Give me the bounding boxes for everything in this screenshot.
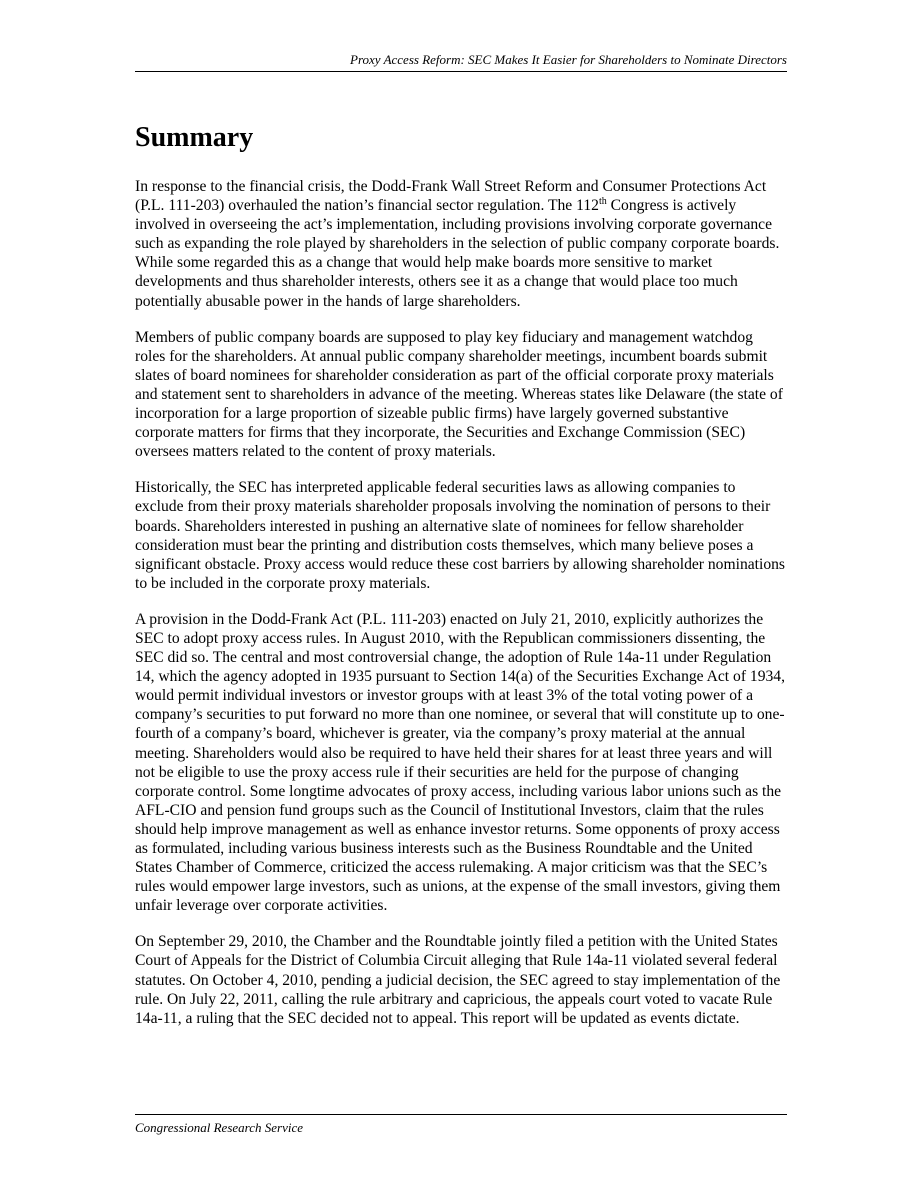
paragraph-1-text-start: In response to the financial crisis, the Dodd-Frank Wall Street Reform and Consumer Protections Act (P.L. 111-203) overhauled the nation’s financial sector regulation. The 112: [135, 178, 767, 215]
paragraph-1: [135, 177, 787, 311]
summary-body: [135, 177, 787, 1045]
running-header: Proxy Access Reform: SEC Makes It Easier for Shareholders to Nominate Directors: [135, 52, 787, 72]
page-title: Summary: [135, 122, 254, 153]
paragraph-5: On September 29, 2010, the Chamber and the Roundtable jointly filed a petition with the United States Court of Appeals for the District of Columbia Circuit alleging that Rule 14a-11 violated several federal statutes. On October 4, 2010, pending a judicial decision, the SEC agreed to stay implementation of the rule. On July 22, 2011, calling the rule arbitrary and capricious, the appeals court voted to vacate Rule 14a-11, a ruling that the SEC decided not to appeal. This report will be updated as events dictate.: [135, 933, 781, 1027]
paragraph-4: A provision in the Dodd-Frank Act (P.L. 111-203) enacted on July 21, 2010, explicitly authorizes the SEC to adopt proxy access rules. In August 2010, with the Republican commissioners dissenting, the SEC did so. The central and most controversial change, the adoption of Rule 14a-11 under Regulation 14, which the agency adopted in 1935 pursuant to Section 14(a) of the Securities Exchange Act of 1934, would permit individual investors or investor groups with at least 3% of the total voting power of a company’s securities to put forward no more than one nominee, or several that will constitute up to one-fourth of a company’s board, whichever is greater, via the company’s proxy material at the annual meeting. Shareholders would also be required to have held their shares for at least three years and will not be eligible to use the proxy access rule if their securities are held for the purpose of changing corporate control. Some longtime advocates of proxy access, including various labor unions such as the AFL-CIO and pension fund groups such as the Council of Institutional Investors, claim that the rules should help improve management as well as enhance investor returns. Some opponents of proxy access as formulated, including various business interests such as the Business Roundtable and the United States Chamber of Commerce, criticized the access rulemaking. A major criticism was that the SEC’s rules would empower large investors, such as unions, at the expense of the small investors, giving them unfair leverage over corporate activities.: [135, 610, 786, 915]
ordinal-superscript: th: [598, 195, 607, 207]
paragraph-1-text-end: Congress is actively involved in overseeing the act’s implementation, including provisions involving corporate governance such as expanding the role played by shareholders in the selection of public company corporate boards. While some regarded this as a change that would help make boards more sensitive to market developments and thus shareholder interests, others see it as a change that would place too much potentially abusable power in the hands of large shareholders.: [135, 197, 780, 310]
paragraph-3: Historically, the SEC has interpreted applicable federal securities laws as allowing companies to exclude from their proxy materials shareholder proposals involving the nomination of persons to their boards. Shareholders interested in pushing an alternative slate of nominees for fellow shareholder consideration must bear the printing and distribution costs themselves, which many believe poses a significant obstacle. Proxy access would reduce these cost barriers by allowing shareholder nominations to be included in the corporate proxy materials.: [135, 479, 785, 592]
footer-organization: Congressional Research Service: [135, 1120, 303, 1135]
paragraph-2: Members of public company boards are supposed to play key fiduciary and management watchdog roles for the shareholders. At annual public company shareholder meetings, incumbent boards submit slates of board nominees for shareholder consideration as part of the official corporate proxy materials and statement sent to shareholders in advance of the meeting. Whereas states like Delaware (the state of incorporation for a large proportion of sizeable public firms) have largely governed substantive corporate matters for firms that they incorporate, the Securities and Exchange Commission (SEC) oversees matters related to the content of proxy materials.: [135, 328, 783, 461]
footer-divider: [135, 1114, 787, 1115]
